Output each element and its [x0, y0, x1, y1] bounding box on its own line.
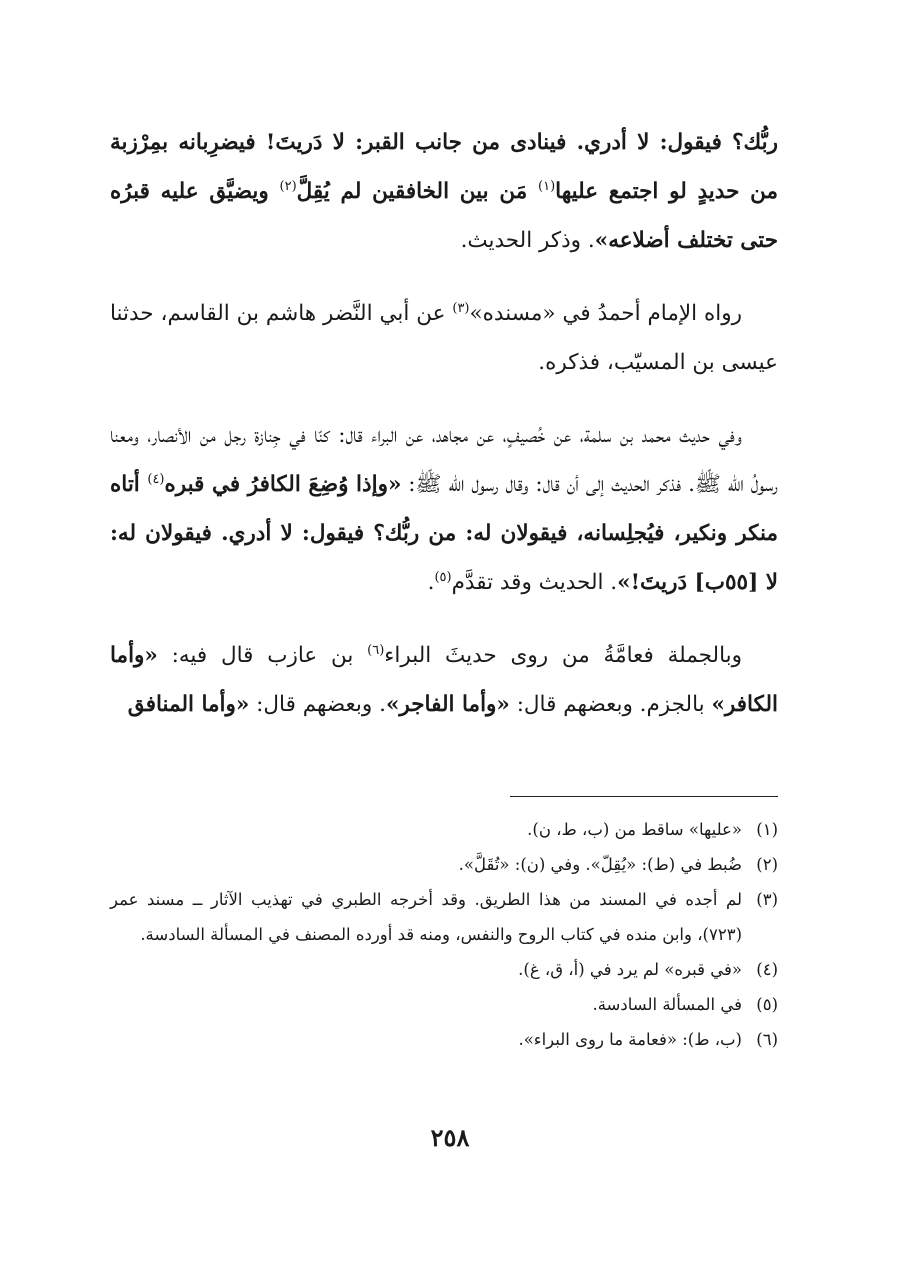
hadith-quote: مَن بين الخافقين لم يُقِلَّ	[296, 179, 538, 204]
footnote-item	[110, 952, 778, 987]
paragraph	[110, 631, 778, 729]
text-segment: وبالجملة فعامَّةُ من روى حديثَ البراء	[384, 643, 742, 668]
text-segment: وفي حديث محمد بن سلمة، عن خُصيفٍ، عن مجاهد، عن البراء قال: كنّا في جِنازة رجل من الأنصار، ومعنا رسولُ الله ﷺ. فذكر الحديث إلى أن قال: وقال رسول الله ﷺ:	[110, 423, 778, 497]
footnote-item	[110, 1022, 778, 1057]
page-number: ٢٥٨	[430, 1123, 470, 1152]
text-segment: بالجزم. وبعضهم قال:	[509, 692, 712, 717]
footnote-item	[110, 847, 778, 882]
footnote-marker: (٤)	[147, 471, 165, 487]
footnote-marker: (٣)	[452, 300, 470, 316]
footnote-number: (٤)	[756, 960, 778, 979]
text-segment: رواه الإمام أحمدُ في «مسنده»	[469, 301, 742, 326]
footnote-text: «في قبره» لم يرد في (أ، ق، غ).	[518, 960, 742, 979]
main-text	[110, 118, 778, 753]
footnote-marker: (٢)	[279, 178, 297, 194]
text-segment: . وبعضهم قال:	[249, 692, 386, 717]
hadith-quote: أتاه منكر ونكير، فيُجلِسانه، فيقولان له: من ربُّك؟ فيقول: لا أدري. فيقولان له: لا [٥٥ب] دَريتَ!»	[110, 472, 778, 595]
footnote-number: (٣)	[756, 890, 778, 909]
footnote-item	[110, 882, 778, 952]
hadith-quote: «وأما الفاجر»	[385, 692, 510, 717]
footnote-item	[110, 812, 778, 847]
footnote-marker: (١)	[538, 178, 556, 194]
text-segment: . وذكر الحديث.	[460, 228, 595, 253]
paragraph	[110, 118, 778, 265]
hadith-quote: ويضيَّق عليه قبرُه حتى تختلف أضلاعه»	[110, 179, 778, 253]
footnote-number: (١)	[756, 820, 778, 839]
footnote-number: (٦)	[756, 1030, 778, 1049]
footnote-text: «عليها» ساقط من (ب، ط، ن).	[527, 820, 742, 839]
text-segment: بن عازب قال فيه:	[157, 643, 368, 668]
footnote-text: في المسألة السادسة.	[592, 995, 742, 1014]
text-segment: .	[427, 570, 435, 595]
hadith-quote: «وإذا وُضِعَ الكافرُ في قبره	[164, 472, 402, 497]
paragraph	[110, 411, 778, 607]
hadith-quote: ربُّك؟ فيقول: لا أدري. فينادى من جانب القبر: لا دَريتَ! فيضرِبانه بمِرْزبة من حديدٍ لو اجتمع عليها	[110, 130, 778, 204]
footnote-number: (٢)	[756, 855, 778, 874]
footnote-number: (٥)	[756, 995, 778, 1014]
paragraph	[110, 289, 778, 387]
footnote-separator	[510, 796, 778, 797]
hadith-quote: «وأما المنافق	[127, 692, 250, 717]
footnote-marker: (٥)	[434, 569, 452, 585]
text-segment: عن أبي النَّضر هاشم بن القاسم، حدثنا عيسى بن المسيّب، فذكره.	[110, 301, 778, 375]
footnote-item	[110, 987, 778, 1022]
footnote-marker: (٦)	[367, 642, 385, 658]
footnote-text: ضُبط في (ط): «يُقِلّ». وفي (ن): «تُقَلَّ».	[458, 855, 742, 874]
footnote-text: لم أجده في المسند من هذا الطريق. وقد أخرجه الطبري في تهذيب الآثار ــ مسند عمر (٧٢٣)، وابن منده في كتاب الروح والنفس، ومنه قد أورده المصنف في المسألة السادسة.	[110, 890, 742, 944]
hadith-quote: «وأما الكافر»	[110, 643, 778, 717]
footnote-text: (ب، ط): «فعامة ما روى البراء».	[518, 1030, 742, 1049]
text-segment: . الحديث وقد تقدَّم	[451, 570, 618, 595]
footnotes	[110, 812, 778, 1057]
